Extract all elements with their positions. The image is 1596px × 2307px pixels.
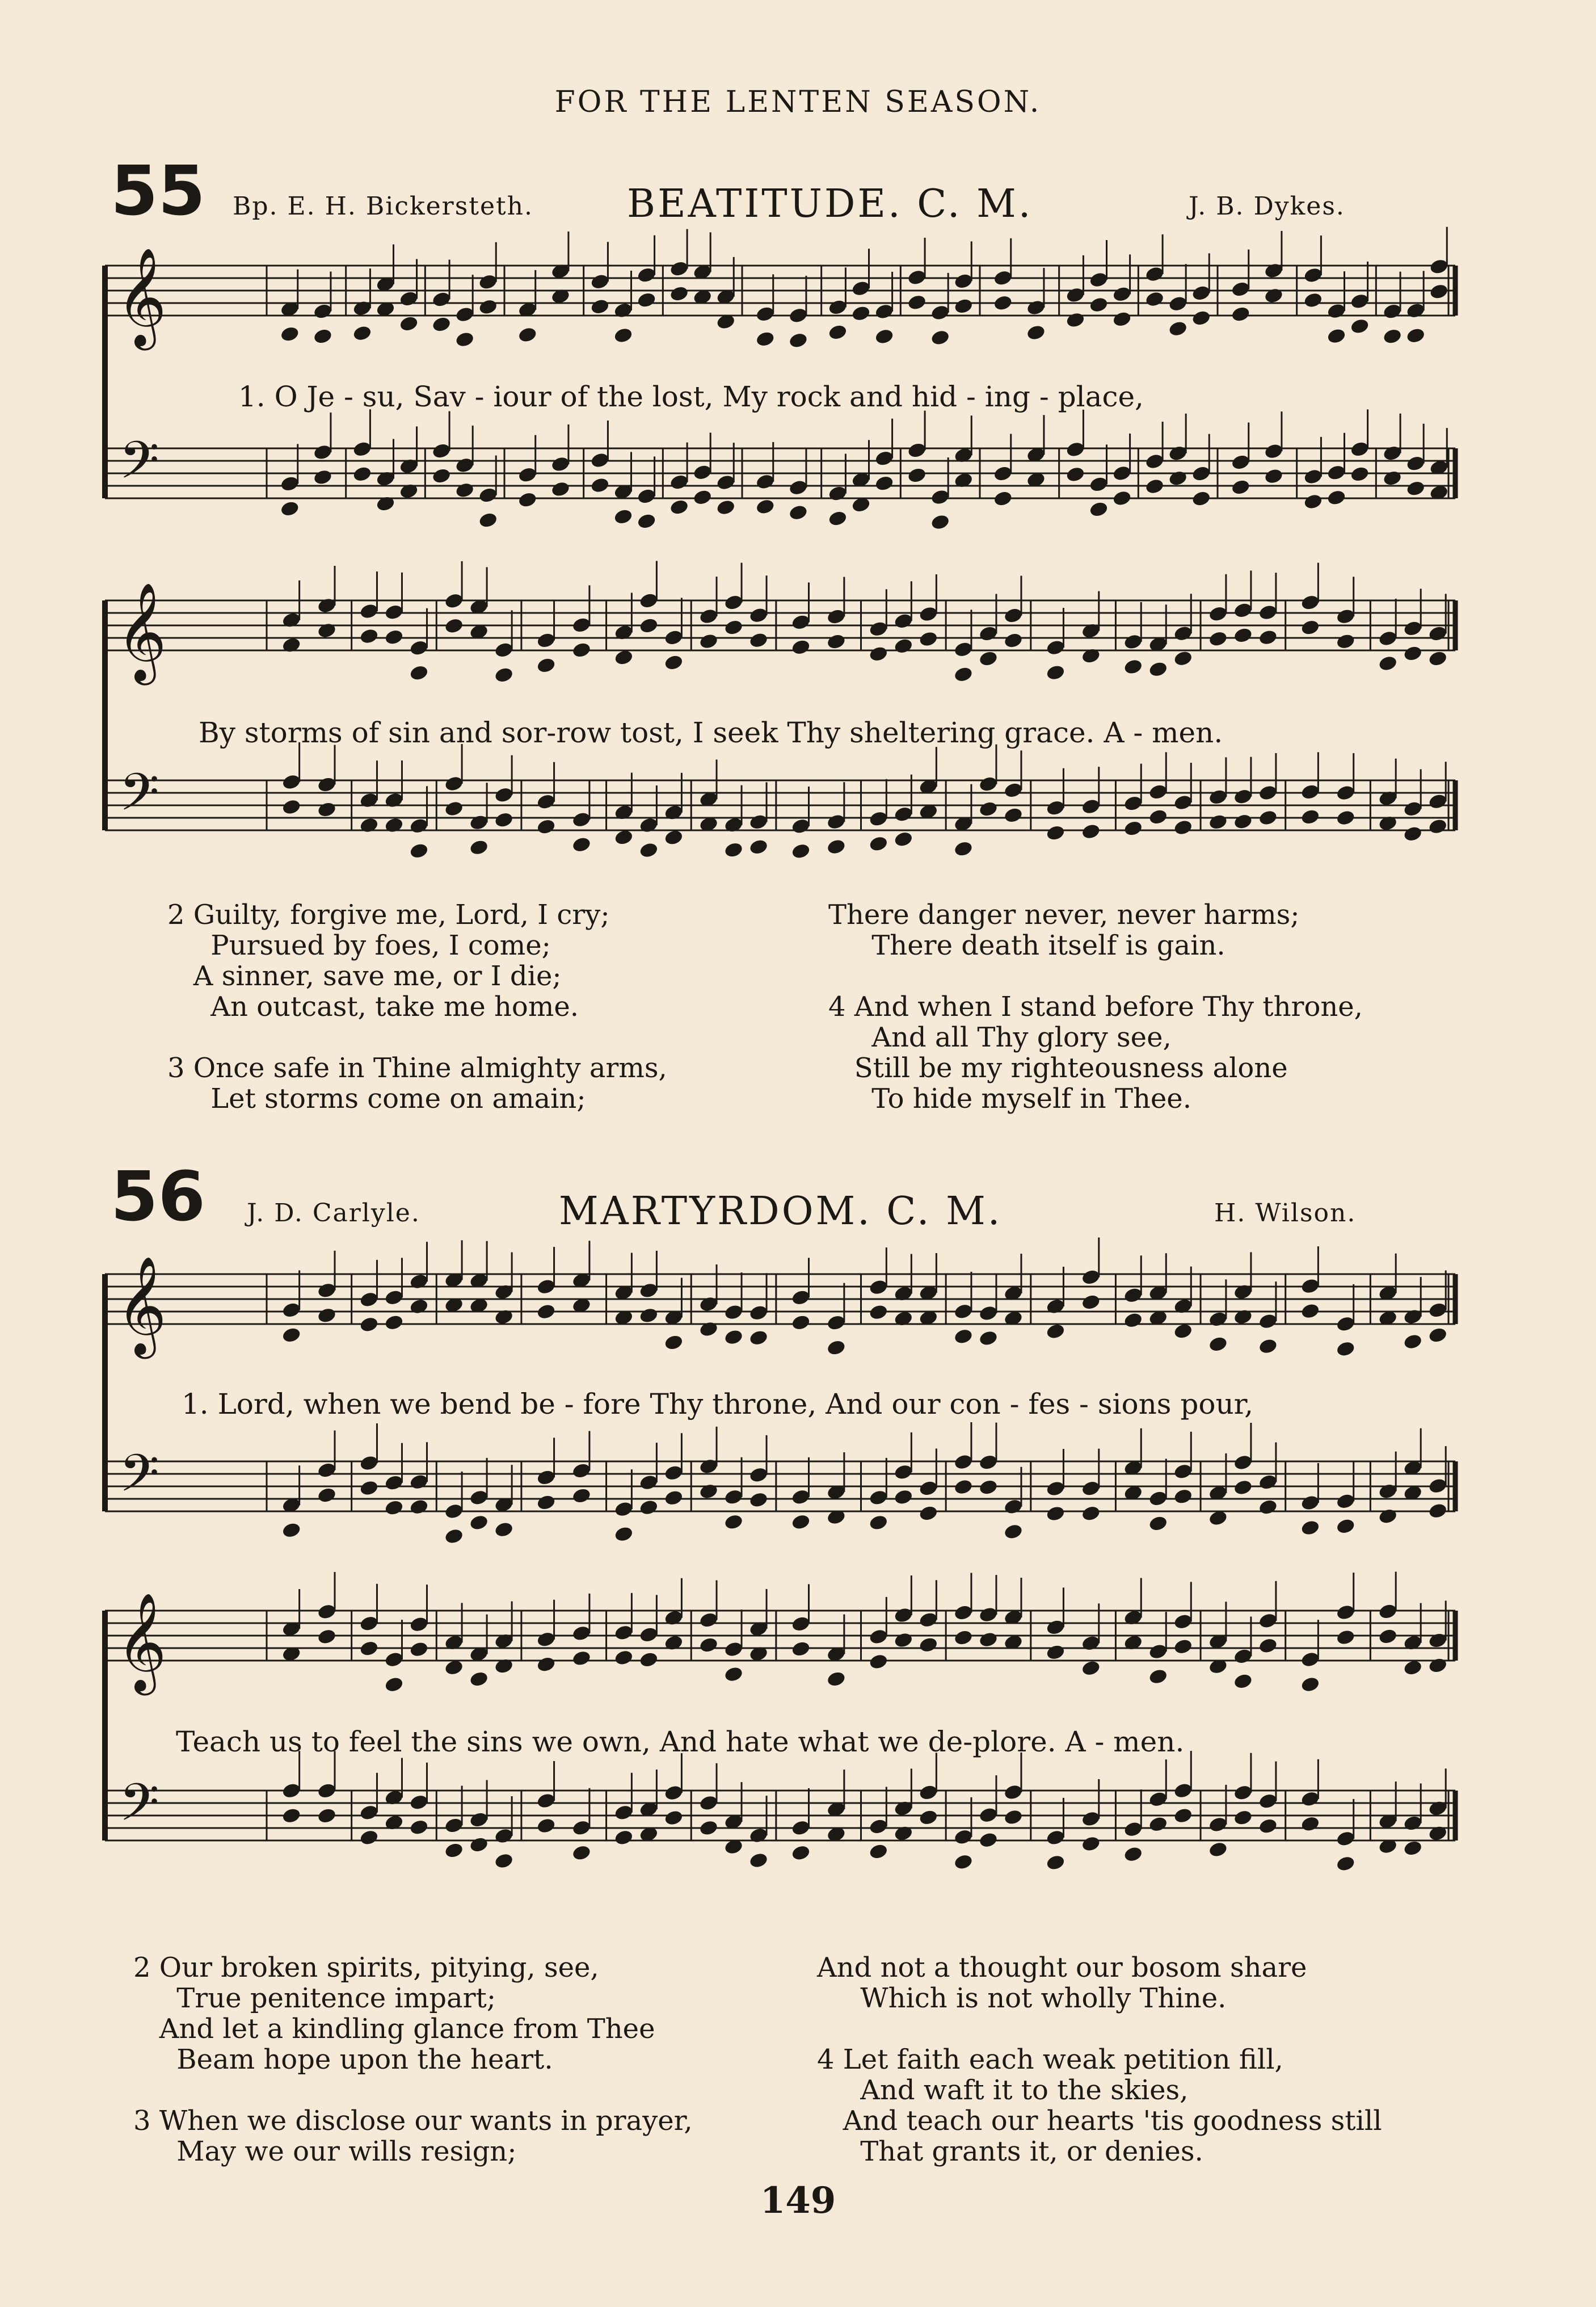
note-head [1123, 658, 1143, 675]
note-head [281, 798, 302, 816]
note-head [1403, 645, 1423, 662]
note-head [1148, 1816, 1168, 1833]
note-head [639, 617, 659, 634]
tune-name: BEATITUDE. C. M. [627, 182, 1033, 226]
note-head [280, 500, 300, 518]
note-head [614, 1829, 634, 1846]
note-head [1382, 327, 1403, 345]
note-head [930, 329, 950, 346]
note-head [788, 504, 808, 522]
verses-left: 2 Guilty, forgive me, Lord, I cry; Pursued by foes, I come; A sinner, save me, or I die; An outcast, take me home. 3 Once safe in Thine almighty arms, Let storms come on amain; [167, 899, 667, 1115]
note-head [1327, 327, 1347, 345]
hymn-composer: J. B. Dykes. [1189, 192, 1345, 221]
note-head [399, 315, 419, 333]
note-head [1026, 324, 1046, 342]
note-head [352, 465, 373, 483]
running-head: FOR THE LENTEN SEASON. [554, 85, 1042, 119]
treble-clef-icon: 𝄞 [116, 247, 167, 346]
note-head [359, 1640, 380, 1657]
note-head [639, 1306, 659, 1324]
note-head [359, 628, 380, 645]
note-head [664, 654, 684, 671]
note-head [517, 491, 538, 509]
note-head [1233, 627, 1253, 644]
note-head [874, 474, 895, 492]
note-head [1003, 632, 1024, 649]
note-head [893, 1632, 913, 1649]
note-head [1233, 1479, 1253, 1497]
note-head [828, 323, 848, 341]
note-head [409, 1818, 429, 1836]
note-head [826, 1670, 847, 1688]
note-head [1233, 1809, 1253, 1826]
hymn-number: 55 [111, 152, 205, 231]
note-head [478, 298, 498, 316]
note-head [1112, 489, 1132, 507]
note-head [317, 1807, 337, 1825]
note-head [978, 650, 999, 667]
lyric-line: By storms of sin and sor-row tost, I seek Thy sheltering grace. A - men. [199, 716, 1223, 749]
note-head [536, 1303, 557, 1321]
note-head [1081, 1293, 1101, 1311]
note-head [1046, 1854, 1066, 1871]
note-head [1003, 1523, 1024, 1540]
note-head [409, 1498, 429, 1516]
note-head [317, 1628, 337, 1645]
note-head [1173, 1487, 1193, 1505]
note-head [1300, 1815, 1321, 1833]
note-head [614, 1526, 634, 1543]
note-head [1168, 320, 1188, 338]
note-head [1264, 287, 1284, 304]
note-head [280, 325, 300, 343]
note-head [536, 1817, 557, 1835]
note-head [1258, 629, 1278, 646]
note-head [536, 818, 557, 835]
note-head [281, 1522, 302, 1539]
note-head [409, 1641, 429, 1658]
note-head [723, 841, 744, 859]
note-head [851, 305, 871, 322]
note-head [826, 1339, 847, 1356]
note-head [469, 1514, 489, 1531]
note-head [978, 1329, 999, 1347]
note-head [571, 1844, 592, 1861]
note-head [317, 621, 337, 639]
note-head [664, 1809, 684, 1827]
note-head [571, 1487, 592, 1505]
note-head [1066, 311, 1086, 329]
note-head [1258, 809, 1278, 827]
note-head [281, 636, 302, 654]
note-head [1123, 820, 1143, 837]
note-head [1173, 1638, 1193, 1655]
note-head [409, 664, 429, 682]
note-head [1327, 489, 1347, 506]
note-head [281, 1807, 302, 1825]
note-head [1112, 310, 1132, 328]
note-head [1089, 501, 1109, 518]
note-head [614, 1649, 634, 1666]
note-head [868, 1304, 888, 1321]
note-head [1403, 1333, 1423, 1351]
note-head [454, 481, 475, 499]
note-head [993, 294, 1013, 312]
note-head [1046, 1644, 1066, 1661]
note-head [1427, 1502, 1448, 1520]
note-head [868, 1843, 888, 1860]
note-head [1191, 309, 1211, 327]
note-head [317, 801, 337, 818]
note-head [1168, 469, 1188, 487]
note-head [1336, 1855, 1356, 1872]
note-head [1191, 490, 1211, 507]
note-head [1378, 1628, 1398, 1645]
note-head [893, 830, 913, 848]
note-head [1003, 806, 1024, 824]
note-head [715, 499, 736, 516]
note-head [698, 1636, 719, 1654]
note-head [1350, 317, 1370, 335]
note-head [1081, 823, 1101, 841]
note-head [431, 467, 452, 485]
note-head [313, 468, 333, 486]
note-head [978, 1478, 999, 1496]
note-head [1208, 813, 1228, 831]
note-head [1405, 327, 1426, 344]
note-head [384, 1676, 405, 1694]
lyric-line: Teach us to feel the sins we own, And hate what we de-plore. A - men. [176, 1725, 1185, 1758]
note-head [692, 489, 713, 506]
note-head [317, 1486, 337, 1504]
note-head [1231, 478, 1251, 496]
note-head [669, 498, 689, 516]
note-head [1046, 664, 1066, 682]
note-head [1046, 824, 1066, 842]
note-head [444, 617, 464, 634]
note-head [517, 326, 538, 343]
note-head [571, 641, 592, 659]
note-head [469, 1670, 489, 1688]
note-head [1173, 1807, 1193, 1825]
note-head [953, 1478, 974, 1496]
note-head [536, 1494, 557, 1511]
note-head [828, 510, 848, 527]
note-head [978, 1631, 999, 1649]
note-head [359, 817, 380, 834]
hymn-author: Bp. E. H. Bickersteth. [233, 192, 533, 221]
note-head [1003, 1808, 1024, 1826]
note-head [469, 1836, 489, 1854]
note-head [614, 829, 634, 846]
note-head [1148, 1668, 1168, 1686]
note-head [826, 838, 847, 856]
note-head [444, 1527, 464, 1545]
note-head [431, 316, 452, 333]
hymn-author: J. D. Carlyle. [247, 1199, 420, 1228]
note-head [494, 1852, 514, 1870]
note-head [1300, 1676, 1321, 1694]
note-head [791, 1640, 811, 1658]
note-head [1405, 480, 1426, 497]
page-number: 149 [760, 2179, 836, 2222]
note-head [664, 1634, 684, 1652]
note-head [409, 1298, 429, 1316]
verses-left: 2 Our broken spirits, pitying, see, True penitence impart; And let a kindling glance from Thee Beam hope upon the heart. 3 When we disclose our wants in prayer, May we our wills resign; [133, 1952, 693, 2167]
note-head [637, 512, 657, 530]
note-head [1264, 468, 1284, 485]
note-head [1066, 465, 1086, 483]
note-head [550, 480, 571, 498]
note-head [359, 1480, 380, 1497]
note-head [1208, 630, 1228, 648]
note-head [409, 842, 429, 860]
note-head [478, 511, 498, 529]
note-head [637, 291, 657, 309]
note-head [590, 298, 610, 316]
note-head [359, 1316, 380, 1333]
note-head [1336, 1629, 1356, 1646]
note-head [1081, 1505, 1101, 1522]
note-head [930, 514, 950, 531]
note-head [1148, 1515, 1168, 1532]
note-head [494, 811, 514, 829]
note-head [444, 800, 464, 817]
tune-name: MARTYRDOM. C. M. [559, 1189, 1003, 1234]
note-head [1303, 493, 1324, 510]
note-head [953, 297, 974, 315]
note-head [953, 1629, 974, 1646]
note-head [1300, 808, 1321, 826]
hymn-number: 56 [111, 1158, 205, 1237]
note-head [1046, 1505, 1066, 1523]
treble-clef-icon: 𝄞 [116, 582, 167, 681]
note-head [1429, 283, 1449, 300]
note-head [454, 331, 475, 348]
note-head [1427, 818, 1448, 835]
note-head [571, 1649, 592, 1667]
note-head [571, 836, 592, 854]
note-head [536, 1655, 557, 1673]
note-head [384, 1314, 405, 1331]
note-head [1258, 1338, 1278, 1355]
note-head [1427, 1825, 1448, 1842]
note-head [613, 508, 634, 526]
note-head [1173, 1322, 1193, 1340]
note-head [664, 1334, 684, 1351]
note-head [1403, 825, 1423, 843]
note-head [748, 838, 769, 856]
note-head [953, 1327, 974, 1345]
note-head [907, 467, 927, 484]
note-head [669, 285, 689, 302]
note-head [1300, 619, 1321, 636]
treble-clef-icon: 𝄞 [116, 1256, 167, 1355]
note-head [639, 842, 659, 859]
note-head [918, 631, 938, 648]
note-head [918, 1809, 938, 1826]
note-head [613, 327, 634, 344]
note-head [1089, 296, 1109, 314]
note-head [748, 1852, 769, 1869]
note-head [1303, 291, 1324, 309]
note-head [1233, 1308, 1253, 1326]
note-head [444, 1842, 464, 1859]
note-head [993, 490, 1013, 507]
note-head [755, 330, 776, 348]
note-head [918, 1636, 938, 1654]
note-head [1144, 478, 1165, 495]
note-head [1123, 1312, 1143, 1329]
note-head [384, 1499, 405, 1516]
note-head [639, 1499, 659, 1516]
note-head [1378, 1507, 1398, 1525]
note-head [826, 633, 847, 650]
note-head [1350, 465, 1370, 483]
note-head [755, 498, 776, 515]
bass-clef-icon: 𝄢 [119, 1443, 159, 1516]
note-head [1123, 1846, 1143, 1863]
note-head [791, 842, 811, 860]
note-head [868, 835, 888, 852]
note-head [1258, 1817, 1278, 1835]
note-head [1081, 1659, 1101, 1677]
note-head [359, 1829, 380, 1846]
note-head [978, 800, 999, 818]
lyric-line: 1. O Je - su, Sav - iour of the lost, My rock and hid - ing - place, [238, 380, 1144, 413]
note-head [723, 1666, 744, 1683]
note-head [1231, 305, 1251, 323]
note-head [1046, 1322, 1066, 1340]
note-head [313, 327, 333, 345]
note-head [494, 666, 514, 684]
note-head [1427, 650, 1448, 667]
note-head [664, 829, 684, 846]
note-head [748, 1491, 769, 1508]
verses-right: There danger never, never harms; There death itself is gain. 4 And when I stand before Thy throne, And all Thy glory see, Still be my righteousness alone To hide myself in Thee. [828, 899, 1363, 1115]
note-head [791, 1513, 811, 1531]
note-head [698, 1819, 719, 1837]
note-head [1144, 291, 1165, 308]
note-head [918, 1505, 938, 1522]
note-head [698, 1320, 719, 1338]
note-head [953, 666, 974, 683]
note-head [1173, 650, 1193, 667]
verses-right: And not a thought our bosom share Which is not wholly Thine. 4 Let faith each weak petition fill, And waft it to the skies, And teach our hearts 'tis goodness still That grants it, or denies. [817, 1952, 1382, 2167]
note-head [893, 637, 913, 655]
note-head [1403, 1839, 1423, 1857]
note-head [868, 645, 888, 663]
note-head [1336, 1340, 1356, 1358]
note-head [953, 840, 974, 858]
note-head [1148, 808, 1168, 826]
note-head [1336, 633, 1356, 650]
note-head [639, 1651, 659, 1669]
note-head [444, 1659, 464, 1676]
note-head [352, 325, 373, 342]
note-head [868, 1514, 888, 1531]
note-head [664, 1489, 684, 1507]
note-head [1403, 1659, 1423, 1676]
note-head [978, 1831, 999, 1849]
note-head [1382, 469, 1403, 487]
note-head [788, 331, 808, 349]
note-head [868, 1653, 888, 1670]
lyric-line: 1. Lord, when we bend be - fore Thy throne, And our con - fes - sions pour, [182, 1388, 1253, 1421]
note-head [1081, 1835, 1101, 1852]
note-head [1233, 1673, 1253, 1690]
note-head [1300, 1302, 1321, 1320]
note-head [317, 1306, 337, 1324]
note-head [1427, 1326, 1448, 1344]
note-head [907, 293, 927, 311]
treble-clef-icon: 𝄞 [116, 1592, 167, 1691]
note-head [698, 633, 719, 650]
hymn-composer: H. Wilson. [1214, 1199, 1357, 1228]
note-head [791, 638, 811, 656]
bass-clef-icon: 𝄢 [119, 762, 159, 835]
note-head [748, 632, 769, 649]
note-head [281, 1326, 302, 1344]
note-head [698, 1482, 719, 1500]
note-head [590, 477, 610, 494]
note-head [469, 839, 489, 856]
note-head [536, 657, 557, 674]
note-head [874, 327, 895, 345]
note-head [723, 1329, 744, 1346]
note-head [723, 619, 744, 636]
note-head [893, 1488, 913, 1506]
note-head [1233, 813, 1253, 830]
note-head [791, 1314, 811, 1331]
note-head [614, 649, 634, 666]
note-head [384, 817, 405, 834]
note-head [1378, 654, 1398, 672]
note-head [494, 1521, 514, 1539]
note-head [1258, 1498, 1278, 1516]
note-head [748, 1329, 769, 1347]
note-head [384, 628, 405, 646]
bass-clef-icon: 𝄢 [119, 1772, 159, 1845]
bass-clef-icon: 𝄢 [119, 430, 159, 503]
note-head [953, 1853, 974, 1871]
note-head [791, 1844, 811, 1861]
note-head [1258, 1637, 1278, 1654]
note-head [723, 1513, 744, 1531]
note-head [1336, 809, 1356, 827]
note-head [1208, 1335, 1228, 1353]
note-head [1336, 1518, 1356, 1535]
note-head [1208, 1840, 1228, 1858]
note-head [1173, 819, 1193, 837]
note-head [1148, 661, 1168, 678]
note-head [1427, 1657, 1448, 1674]
note-head [1300, 1519, 1321, 1537]
